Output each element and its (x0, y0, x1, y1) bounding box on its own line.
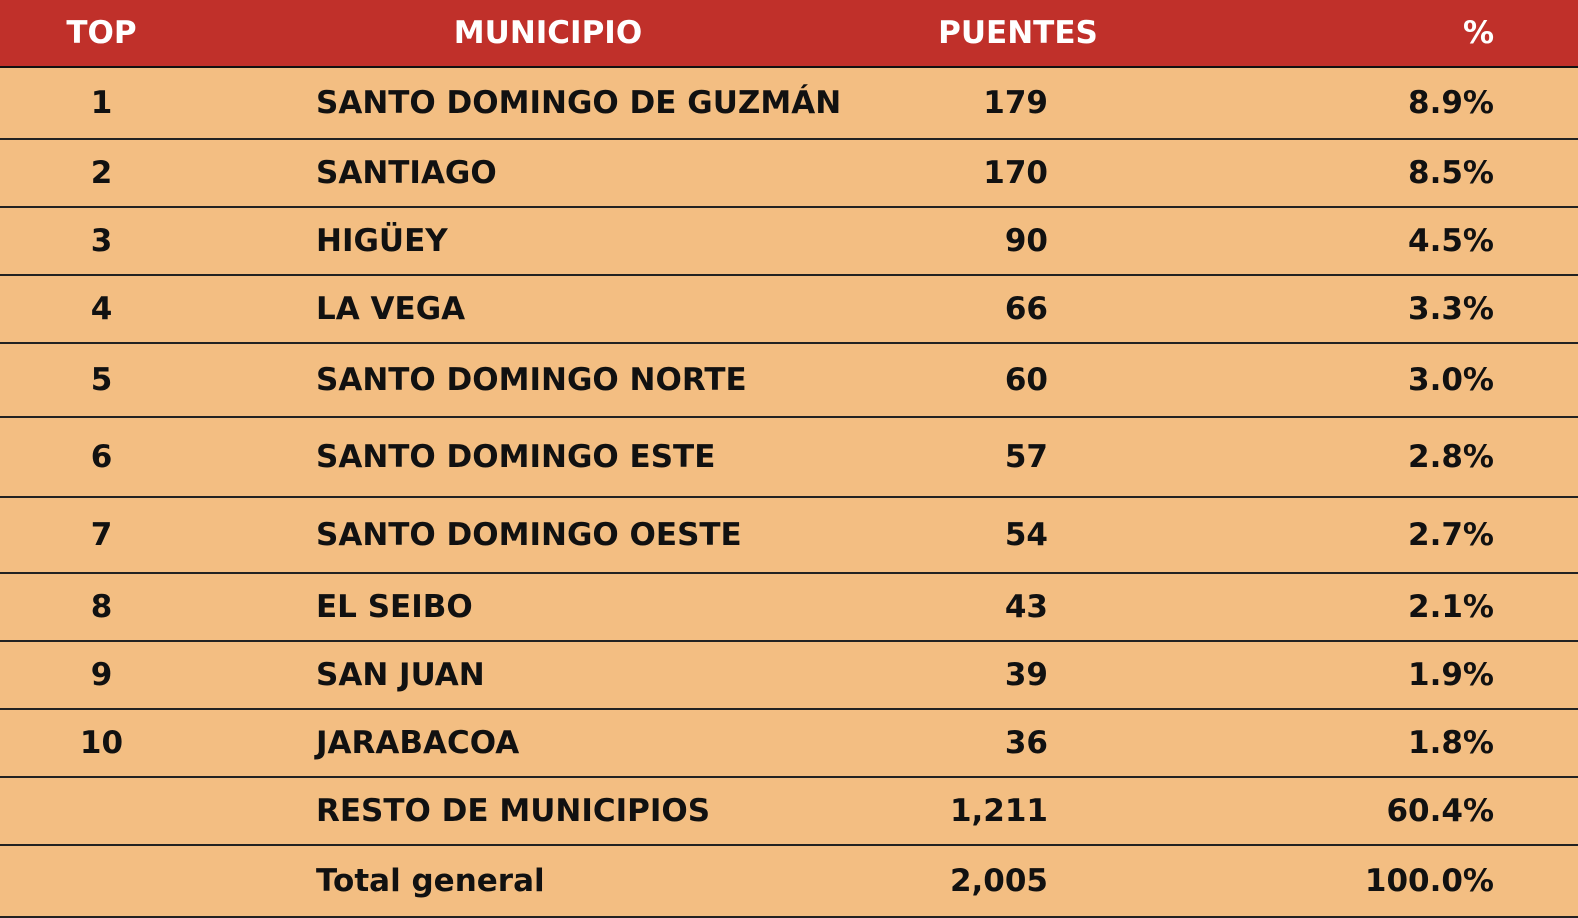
row-municipio: SANTO DOMINGO ESTE (316, 439, 716, 475)
row-percent: 8.5% (1408, 155, 1494, 191)
row-municipio: SANTO DOMINGO DE GUZMÁN (316, 85, 842, 121)
row-percent: 3.3% (1408, 291, 1494, 327)
row-puentes: 2,005 (949, 863, 1048, 899)
table-row (0, 276, 1578, 344)
row-municipio: SANTO DOMINGO NORTE (316, 362, 747, 398)
table-row (0, 344, 1578, 418)
table-row (0, 846, 1578, 918)
row-percent: 60.4% (1386, 793, 1494, 829)
row-top: 9 (90, 657, 113, 693)
row-percent: 4.5% (1408, 223, 1494, 259)
row-puentes: 60 (1004, 362, 1048, 398)
row-puentes: 54 (1004, 517, 1048, 553)
table-row (0, 68, 1578, 140)
table-row (0, 418, 1578, 498)
row-top: 5 (90, 362, 113, 398)
row-puentes: 39 (1004, 657, 1048, 693)
table-row (0, 642, 1578, 710)
row-percent: 1.9% (1408, 657, 1494, 693)
row-top (0, 846, 203, 916)
row-municipio: SANTO DOMINGO OESTE (316, 517, 742, 553)
row-puentes: 57 (1004, 439, 1048, 475)
row-municipio: HIGÜEY (316, 223, 448, 259)
row-puentes: 1,211 (949, 793, 1048, 829)
row-municipio: Total general (316, 863, 545, 899)
row-percent: 1.8% (1408, 725, 1494, 761)
row-puentes: 66 (1004, 291, 1048, 327)
row-municipio: JARABACOA (316, 725, 520, 761)
row-puentes: 43 (1004, 589, 1048, 625)
header-percent: % (1462, 15, 1494, 51)
row-puentes: 36 (1004, 725, 1048, 761)
row-puentes: 90 (1004, 223, 1048, 259)
row-puentes: 179 (983, 85, 1048, 121)
table-row (0, 208, 1578, 276)
row-top: 3 (90, 223, 113, 259)
row-top: 4 (90, 291, 113, 327)
row-municipio: SANTIAGO (316, 155, 497, 191)
row-municipio: RESTO DE MUNICIPIOS (316, 793, 711, 829)
row-percent: 2.1% (1408, 589, 1494, 625)
row-top: 10 (79, 725, 124, 761)
table-row (0, 498, 1578, 574)
row-percent: 3.0% (1408, 362, 1494, 398)
header-municipio: MUNICIPIO (453, 15, 643, 51)
table-row (0, 140, 1578, 208)
row-top (0, 778, 203, 844)
table-row (0, 778, 1578, 846)
row-percent: 2.8% (1408, 439, 1494, 475)
row-top: 2 (90, 155, 113, 191)
row-percent: 8.9% (1408, 85, 1494, 121)
row-percent: 2.7% (1408, 517, 1494, 553)
row-top: 6 (90, 439, 113, 475)
row-top: 1 (90, 85, 113, 121)
table-row (0, 574, 1578, 642)
row-percent: 100.0% (1364, 863, 1494, 899)
header-top: TOP (66, 15, 137, 51)
row-municipio: SAN JUAN (316, 657, 485, 693)
table-row (0, 710, 1578, 778)
row-puentes: 170 (983, 155, 1048, 191)
row-top: 8 (90, 589, 113, 625)
row-municipio: EL SEIBO (316, 589, 473, 625)
row-top: 7 (90, 517, 113, 553)
header-puentes: PUENTES (938, 15, 1098, 51)
row-municipio: LA VEGA (316, 291, 466, 327)
table-header (0, 0, 1578, 68)
